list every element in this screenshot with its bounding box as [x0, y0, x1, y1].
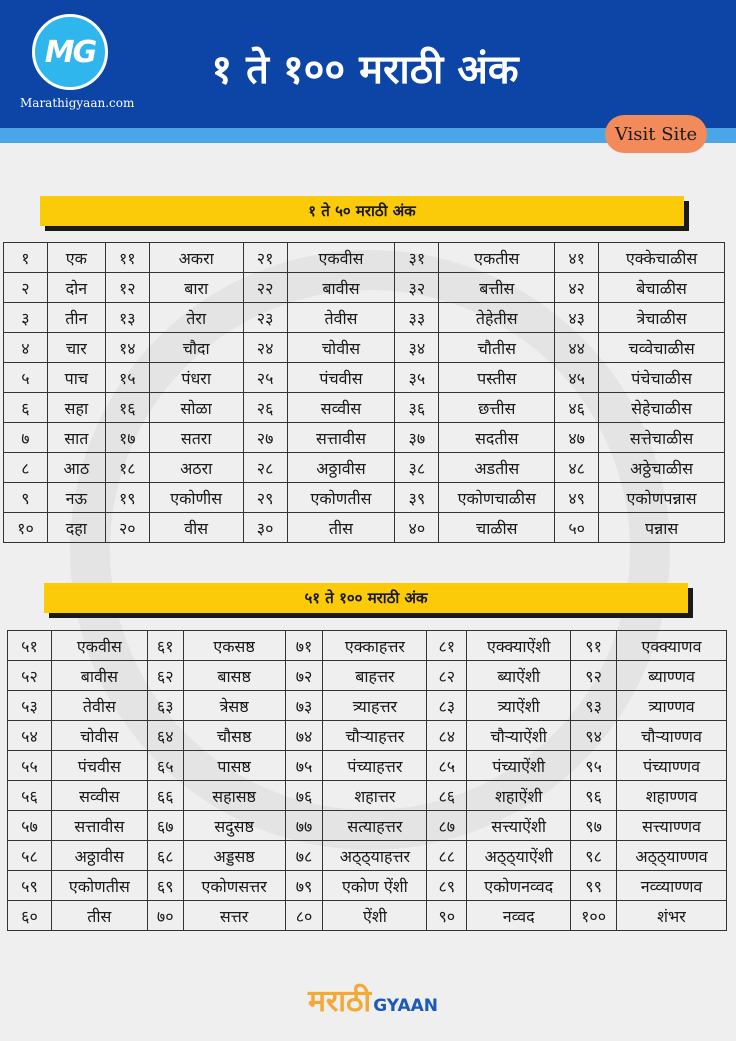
number-digit-cell: ६८: [147, 841, 183, 871]
number-digit-cell: ९९: [571, 871, 617, 901]
number-digit-cell: ४३: [555, 303, 599, 333]
number-digit-cell: २९: [243, 483, 287, 513]
number-word-cell: सात: [47, 423, 105, 453]
number-word-cell: अठ्ठावीस: [51, 841, 147, 871]
number-word-cell: पंधरा: [149, 363, 243, 393]
number-digit-cell: १४: [105, 333, 149, 363]
number-digit-cell: ६६: [147, 781, 183, 811]
section-2-title: ५१ ते १०० मराठी अंक: [44, 583, 688, 613]
number-word-cell: एकोणनव्वद: [467, 871, 571, 901]
number-word-cell: त्रेचाळीस: [599, 303, 725, 333]
number-word-cell: एकोणपन्नास: [599, 483, 725, 513]
numbers-table-1-50: [3, 242, 725, 543]
number-digit-cell: २७: [243, 423, 287, 453]
number-word-cell: पंचवीस: [287, 363, 395, 393]
number-word-cell: चौऱ्याऐंशी: [467, 721, 571, 751]
number-word-cell: वीस: [149, 513, 243, 543]
number-word-cell: चोवीस: [287, 333, 395, 363]
number-word-cell: चाळीस: [439, 513, 555, 543]
number-word-cell: एकोणचाळीस: [439, 483, 555, 513]
number-word-cell: नव्वद: [467, 901, 571, 931]
page-title: १ ते १०० मराठी अंक: [211, 47, 519, 93]
footer-logo: [308, 980, 438, 1020]
number-digit-cell: ६०: [8, 901, 52, 931]
number-digit-cell: ४१: [555, 243, 599, 273]
number-digit-cell: २५: [243, 363, 287, 393]
number-digit-cell: ४६: [555, 393, 599, 423]
number-digit-cell: ८०: [285, 901, 323, 931]
numbers-table-51-100: [7, 630, 727, 931]
number-word-cell: शहाऐंशी: [467, 781, 571, 811]
number-word-cell: सत्तावीस: [51, 811, 147, 841]
number-word-cell: तीस: [287, 513, 395, 543]
number-digit-cell: ६४: [147, 721, 183, 751]
number-word-cell: तेवीस: [287, 303, 395, 333]
table-row: [4, 513, 725, 543]
number-word-cell: एकवीस: [51, 631, 147, 661]
table-row: [8, 871, 727, 901]
number-digit-cell: ७१: [285, 631, 323, 661]
number-word-cell: सत्त्याऐंशी: [467, 811, 571, 841]
number-word-cell: सत्तावीस: [287, 423, 395, 453]
number-word-cell: अठ्ठेचाळीस: [599, 453, 725, 483]
number-digit-cell: ३९: [395, 483, 439, 513]
number-digit-cell: १८: [105, 453, 149, 483]
visit-site-button[interactable]: Visit Site: [605, 115, 707, 153]
number-digit-cell: ३६: [395, 393, 439, 423]
number-word-cell: तेवीस: [51, 691, 147, 721]
number-digit-cell: ४८: [555, 453, 599, 483]
number-word-cell: पाच: [47, 363, 105, 393]
number-word-cell: सव्वीस: [287, 393, 395, 423]
number-word-cell: आठ: [47, 453, 105, 483]
number-word-cell: सहा: [47, 393, 105, 423]
number-word-cell: एकोण ऐंशी: [323, 871, 427, 901]
number-word-cell: पंच्याण्णव: [617, 751, 727, 781]
number-word-cell: चौसष्ठ: [183, 721, 285, 751]
number-digit-cell: १५: [105, 363, 149, 393]
number-digit-cell: ५४: [8, 721, 52, 751]
number-word-cell: चौऱ्याण्णव: [617, 721, 727, 751]
number-digit-cell: ९१: [571, 631, 617, 661]
number-word-cell: ब्याण्णव: [617, 661, 727, 691]
number-digit-cell: ५६: [8, 781, 52, 811]
number-word-cell: त्र्याऐंशी: [467, 691, 571, 721]
number-digit-cell: ९७: [571, 811, 617, 841]
site-name: Marathigyaan.com: [20, 96, 135, 110]
number-digit-cell: ७६: [285, 781, 323, 811]
number-digit-cell: १६: [105, 393, 149, 423]
number-word-cell: बावीस: [287, 273, 395, 303]
number-digit-cell: ३०: [243, 513, 287, 543]
number-word-cell: बावीस: [51, 661, 147, 691]
number-digit-cell: ३७: [395, 423, 439, 453]
number-digit-cell: ९४: [571, 721, 617, 751]
number-word-cell: छत्तीस: [439, 393, 555, 423]
number-digit-cell: ४०: [395, 513, 439, 543]
number-word-cell: एकोणतीस: [51, 871, 147, 901]
number-digit-cell: ४७: [555, 423, 599, 453]
number-word-cell: तेरा: [149, 303, 243, 333]
number-digit-cell: ६३: [147, 691, 183, 721]
number-word-cell: ऐंशी: [323, 901, 427, 931]
number-word-cell: शहात्तर: [323, 781, 427, 811]
number-word-cell: एकोणसत्तर: [183, 871, 285, 901]
footer-brand-latin: GYAAN: [373, 996, 438, 1016]
number-digit-cell: ५५: [8, 751, 52, 781]
number-digit-cell: ७३: [285, 691, 323, 721]
number-digit-cell: ५८: [8, 841, 52, 871]
number-digit-cell: ७०: [147, 901, 183, 931]
number-word-cell: एकवीस: [287, 243, 395, 273]
number-digit-cell: ५३: [8, 691, 52, 721]
table-row: [8, 691, 727, 721]
number-digit-cell: ६५: [147, 751, 183, 781]
number-word-cell: एक्केचाळीस: [599, 243, 725, 273]
table-row: [4, 333, 725, 363]
number-digit-cell: ३१: [395, 243, 439, 273]
number-word-cell: बाहत्तर: [323, 661, 427, 691]
number-word-cell: अठरा: [149, 453, 243, 483]
number-word-cell: सहासष्ठ: [183, 781, 285, 811]
table-row: [4, 453, 725, 483]
number-digit-cell: ८६: [427, 781, 467, 811]
number-word-cell: शहाण्णव: [617, 781, 727, 811]
number-digit-cell: ४: [4, 333, 48, 363]
number-word-cell: सत्तेचाळीस: [599, 423, 725, 453]
number-digit-cell: ४९: [555, 483, 599, 513]
number-digit-cell: २२: [243, 273, 287, 303]
number-digit-cell: ४५: [555, 363, 599, 393]
number-word-cell: सदतीस: [439, 423, 555, 453]
number-digit-cell: ८२: [427, 661, 467, 691]
number-digit-cell: १३: [105, 303, 149, 333]
number-word-cell: अडतीस: [439, 453, 555, 483]
number-word-cell: शंभर: [617, 901, 727, 931]
number-word-cell: सत्तर: [183, 901, 285, 931]
number-word-cell: बारा: [149, 273, 243, 303]
number-word-cell: अठ्ठ्याहत्तर: [323, 841, 427, 871]
number-word-cell: चव्वेचाळीस: [599, 333, 725, 363]
number-digit-cell: ३: [4, 303, 48, 333]
number-digit-cell: २०: [105, 513, 149, 543]
number-digit-cell: ११: [105, 243, 149, 273]
table-row: [8, 811, 727, 841]
number-word-cell: बेचाळीस: [599, 273, 725, 303]
number-digit-cell: १२: [105, 273, 149, 303]
table-row: [8, 841, 727, 871]
table-row: [4, 423, 725, 453]
number-word-cell: अठ्ठ्याण्णव: [617, 841, 727, 871]
number-word-cell: चौतीस: [439, 333, 555, 363]
mg-logo: MG: [32, 14, 108, 90]
number-digit-cell: १००: [571, 901, 617, 931]
number-digit-cell: १०: [4, 513, 48, 543]
number-word-cell: एक्क्याऐंशी: [467, 631, 571, 661]
number-digit-cell: ६: [4, 393, 48, 423]
number-word-cell: सदुसष्ठ: [183, 811, 285, 841]
number-word-cell: दहा: [47, 513, 105, 543]
number-digit-cell: ७: [4, 423, 48, 453]
number-digit-cell: ९२: [571, 661, 617, 691]
number-digit-cell: ९०: [427, 901, 467, 931]
number-word-cell: पंच्याहत्तर: [323, 751, 427, 781]
number-word-cell: त्रेसष्ठ: [183, 691, 285, 721]
footer-brand-marathi: मराठी: [308, 984, 372, 1019]
number-word-cell: पासष्ठ: [183, 751, 285, 781]
number-digit-cell: ३८: [395, 453, 439, 483]
number-digit-cell: ७९: [285, 871, 323, 901]
table-row: [4, 363, 725, 393]
number-digit-cell: २४: [243, 333, 287, 363]
number-word-cell: एकोणतीस: [287, 483, 395, 513]
table-row: [4, 273, 725, 303]
number-digit-cell: ३३: [395, 303, 439, 333]
number-word-cell: अड्डसष्ठ: [183, 841, 285, 871]
number-digit-cell: ३२: [395, 273, 439, 303]
number-word-cell: एक्क्याणव: [617, 631, 727, 661]
table-row: [4, 303, 725, 333]
number-digit-cell: ५१: [8, 631, 52, 661]
number-digit-cell: ८३: [427, 691, 467, 721]
number-digit-cell: ६१: [147, 631, 183, 661]
number-digit-cell: ५७: [8, 811, 52, 841]
table-row: [8, 721, 727, 751]
number-digit-cell: ३५: [395, 363, 439, 393]
table-row: [8, 781, 727, 811]
table-row: [4, 393, 725, 423]
number-word-cell: पन्नास: [599, 513, 725, 543]
number-word-cell: सोळा: [149, 393, 243, 423]
number-word-cell: तीन: [47, 303, 105, 333]
number-digit-cell: ९५: [571, 751, 617, 781]
number-word-cell: दोन: [47, 273, 105, 303]
table-row: [4, 243, 725, 273]
number-word-cell: पंचेचाळीस: [599, 363, 725, 393]
number-digit-cell: ७५: [285, 751, 323, 781]
number-digit-cell: ९: [4, 483, 48, 513]
number-digit-cell: ८७: [427, 811, 467, 841]
number-digit-cell: २१: [243, 243, 287, 273]
number-digit-cell: ८: [4, 453, 48, 483]
number-word-cell: एकतीस: [439, 243, 555, 273]
number-word-cell: बत्तीस: [439, 273, 555, 303]
number-digit-cell: ५२: [8, 661, 52, 691]
number-digit-cell: ५: [4, 363, 48, 393]
number-word-cell: नव्व्याण्णव: [617, 871, 727, 901]
number-word-cell: त्र्याण्णव: [617, 691, 727, 721]
table-row: [8, 661, 727, 691]
number-digit-cell: २: [4, 273, 48, 303]
table-row: [8, 631, 727, 661]
number-word-cell: नऊ: [47, 483, 105, 513]
number-word-cell: सतरा: [149, 423, 243, 453]
number-digit-cell: १७: [105, 423, 149, 453]
number-digit-cell: ५०: [555, 513, 599, 543]
section-1-title: १ ते ५० मराठी अंक: [40, 196, 684, 226]
number-word-cell: पंच्याऐंशी: [467, 751, 571, 781]
number-digit-cell: ६९: [147, 871, 183, 901]
number-word-cell: चार: [47, 333, 105, 363]
number-word-cell: चौदा: [149, 333, 243, 363]
number-digit-cell: ९८: [571, 841, 617, 871]
number-word-cell: एक: [47, 243, 105, 273]
number-digit-cell: ८८: [427, 841, 467, 871]
number-digit-cell: २३: [243, 303, 287, 333]
number-digit-cell: ८४: [427, 721, 467, 751]
number-digit-cell: ३४: [395, 333, 439, 363]
table-row: [4, 483, 725, 513]
table-row: [8, 751, 727, 781]
number-digit-cell: ७८: [285, 841, 323, 871]
number-digit-cell: ९६: [571, 781, 617, 811]
number-word-cell: सव्वीस: [51, 781, 147, 811]
number-digit-cell: ७२: [285, 661, 323, 691]
number-word-cell: पस्तीस: [439, 363, 555, 393]
number-word-cell: बासष्ठ: [183, 661, 285, 691]
number-digit-cell: ४४: [555, 333, 599, 363]
number-word-cell: तेहेतीस: [439, 303, 555, 333]
number-digit-cell: ४२: [555, 273, 599, 303]
number-word-cell: सेहेचाळीस: [599, 393, 725, 423]
number-word-cell: अठ्ठ्याऐंशी: [467, 841, 571, 871]
header-banner: [0, 0, 736, 128]
number-digit-cell: १९: [105, 483, 149, 513]
number-word-cell: तीस: [51, 901, 147, 931]
number-digit-cell: २६: [243, 393, 287, 423]
number-word-cell: एकोणीस: [149, 483, 243, 513]
number-word-cell: पंचवीस: [51, 751, 147, 781]
number-digit-cell: ७४: [285, 721, 323, 751]
number-word-cell: एक्काहत्तर: [323, 631, 427, 661]
table-row: [8, 901, 727, 931]
number-digit-cell: २८: [243, 453, 287, 483]
number-word-cell: चोवीस: [51, 721, 147, 751]
number-digit-cell: ८१: [427, 631, 467, 661]
number-digit-cell: १: [4, 243, 48, 273]
number-digit-cell: ६२: [147, 661, 183, 691]
number-digit-cell: ५९: [8, 871, 52, 901]
number-word-cell: सत्याहत्तर: [323, 811, 427, 841]
number-digit-cell: ९३: [571, 691, 617, 721]
number-word-cell: ब्याऐंशी: [467, 661, 571, 691]
number-word-cell: चौऱ्याहत्तर: [323, 721, 427, 751]
number-digit-cell: ८५: [427, 751, 467, 781]
number-word-cell: सत्त्याण्णव: [617, 811, 727, 841]
number-digit-cell: ७७: [285, 811, 323, 841]
number-digit-cell: ८९: [427, 871, 467, 901]
number-word-cell: त्र्याहत्तर: [323, 691, 427, 721]
number-digit-cell: ६७: [147, 811, 183, 841]
number-word-cell: एकसष्ठ: [183, 631, 285, 661]
number-word-cell: अठ्ठावीस: [287, 453, 395, 483]
number-word-cell: अकरा: [149, 243, 243, 273]
